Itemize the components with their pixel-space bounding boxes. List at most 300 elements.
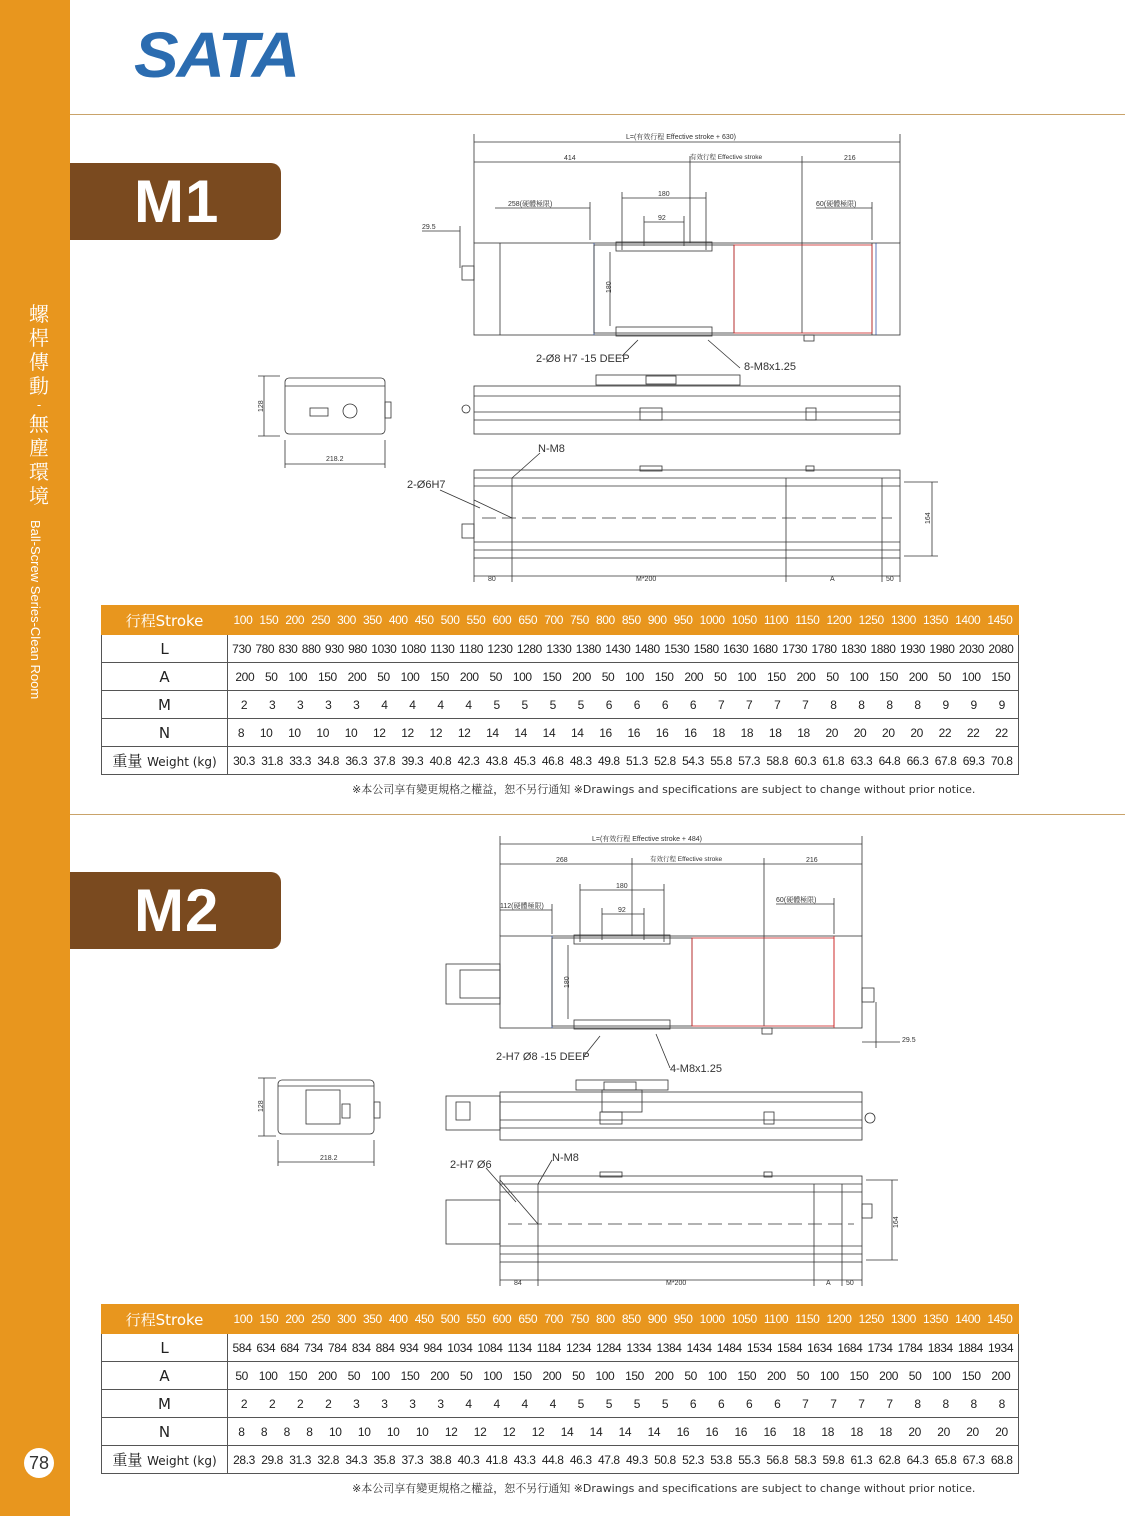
table-cell: 67.3 [962, 1452, 985, 1467]
table-cell: 550 [466, 1312, 486, 1326]
table-cell: 16 [705, 1424, 719, 1439]
table-cell: 1250 [858, 1312, 884, 1326]
table-row [102, 719, 1019, 747]
table-cell: 784 [327, 1340, 347, 1355]
table-cell: 1080 [400, 641, 426, 656]
m1-ba: A [830, 576, 835, 583]
table-cell: 2030 [958, 641, 984, 656]
table-cell: 50 [938, 669, 951, 684]
table-cell: 150 [766, 669, 786, 684]
table-cell: 6 [605, 697, 612, 712]
table-cell: 67.8 [934, 753, 957, 768]
m2-bm: M*200 [666, 1280, 687, 1287]
table-cell: 900 [647, 613, 667, 627]
table-cell: 12 [401, 725, 414, 740]
table-cell: 3 [353, 1396, 360, 1411]
m1-side-h: 128 [258, 400, 265, 412]
table-cell: 100 [258, 1368, 278, 1383]
m1-stroke-label: 行程Stroke [102, 606, 228, 635]
m2-weight-label: 重量 Weight (kg) [102, 1446, 228, 1474]
table-cell: 1400 [955, 1312, 981, 1326]
table-row [102, 747, 1019, 775]
table-cell: 4 [493, 1396, 500, 1411]
table-cell: 61.8 [822, 753, 845, 768]
table-cell: 3 [325, 697, 332, 712]
table-cell: 3 [268, 697, 276, 712]
table-cell: 66.3 [906, 753, 929, 768]
model-tab-m2: M2 [70, 872, 281, 949]
m2-tap: 4-M8x1.25 [670, 1063, 722, 1075]
table-cell: 41.8 [485, 1452, 508, 1467]
table-cell: 150 [961, 1368, 981, 1383]
table-cell: 14 [542, 725, 556, 740]
table-cell: 3 [297, 697, 304, 712]
table-cell: 4 [381, 697, 388, 712]
table-cell: 150 [625, 1368, 644, 1383]
m1-dim-right: 216 [844, 155, 856, 162]
table-cell: 8 [858, 697, 865, 712]
m2-stroke-values [228, 1305, 1018, 1333]
table-cell: 9 [970, 697, 977, 712]
table-cell: 100 [819, 1368, 839, 1383]
m1-pin-hole: 2-Ø8 H7 -15 DEEP [536, 353, 630, 365]
table-cell: 5 [577, 697, 584, 712]
table-cell: 1380 [575, 641, 601, 656]
table-cell: 54.3 [682, 753, 704, 768]
table-cell: 1634 [807, 1340, 833, 1355]
table-cell: 200 [318, 1368, 337, 1383]
table-cell: 650 [518, 613, 538, 627]
table-cell: 100 [400, 669, 420, 684]
table-cell: 7 [774, 697, 781, 712]
table-cell: 584 [232, 1340, 252, 1355]
table-cell: 1330 [546, 641, 572, 656]
table-cell: 52.3 [682, 1452, 704, 1467]
m1-M-values [228, 691, 1018, 718]
table-cell: 300 [337, 613, 356, 627]
m1-b80: 80 [488, 576, 496, 583]
table-cell: 55.3 [738, 1452, 761, 1467]
table-cell: 750 [570, 1312, 589, 1326]
table-cell: 6 [633, 697, 641, 712]
table-cell: 1100 [763, 613, 789, 627]
model-tab-m1: M1 [70, 163, 281, 240]
table-cell: 49.3 [626, 1452, 648, 1467]
table-cell: 800 [596, 1312, 615, 1326]
table-cell: 684 [280, 1340, 300, 1355]
table-cell: 52.8 [654, 753, 676, 768]
table-cell: 730 [232, 641, 251, 656]
table-cell: 734 [304, 1340, 323, 1355]
table-cell: 42.3 [457, 753, 480, 768]
table-cell: 250 [311, 1312, 331, 1326]
table-cell: 7 [746, 697, 753, 712]
table-cell: 1230 [487, 641, 513, 656]
table-cell: 18 [792, 1424, 806, 1439]
table-cell: 750 [570, 613, 589, 627]
table-cell: 62.8 [878, 1452, 901, 1467]
sata-logo [134, 25, 304, 81]
table-cell: 22 [995, 725, 1008, 740]
sidebar-title-cn: 螺 桿 傳 動 - 無 塵 環 境 [29, 302, 49, 508]
m1-N-label: N [102, 719, 228, 747]
m1-stroke-values [228, 606, 1018, 634]
table-cell: 830 [278, 641, 298, 656]
table-cell: 1284 [596, 1340, 622, 1355]
table-cell: 200 [684, 669, 704, 684]
table-cell: 70.8 [990, 753, 1013, 768]
table-cell: 51.3 [626, 753, 648, 768]
divider [70, 114, 1125, 115]
table-cell: 8 [914, 1396, 921, 1411]
table-cell: 1000 [699, 613, 725, 627]
sidebar-title-en: Ball-Screw Series-Clean Room [28, 520, 43, 700]
table-cell: 35.8 [373, 1452, 396, 1467]
table-cell: 1050 [731, 613, 757, 627]
table-cell: 20 [966, 1424, 979, 1439]
table-cell: 150 [849, 1368, 869, 1383]
table-cell: 10 [259, 725, 273, 740]
table-cell: 200 [572, 669, 591, 684]
table-cell: 9 [998, 697, 1005, 712]
table-cell: 200 [766, 1368, 786, 1383]
table-cell: 1350 [922, 613, 949, 627]
table-cell: 400 [388, 613, 408, 627]
table-cell: 58.8 [766, 753, 789, 768]
table-cell: 650 [518, 1312, 538, 1326]
m1-A-label: A [102, 663, 228, 691]
table-cell: 14 [618, 1424, 632, 1439]
table-cell: 18 [712, 725, 725, 740]
table-cell: 100 [233, 1312, 253, 1326]
table-cell: 10 [316, 725, 329, 740]
table-cell: 100 [370, 1368, 390, 1383]
table-cell: 5 [633, 1396, 641, 1411]
table-cell: 8 [306, 1424, 313, 1439]
table-cell: 700 [544, 613, 564, 627]
m1-nm: N-M8 [538, 443, 565, 455]
table-cell: 1184 [536, 1340, 561, 1355]
m2-b84: 84 [514, 1280, 522, 1287]
table-cell: 1050 [731, 1312, 757, 1326]
table-cell: 10 [415, 1424, 429, 1439]
m2-L-label: L [102, 1334, 228, 1362]
table-cell: 150 [512, 1368, 532, 1383]
table-cell: 200 [430, 1368, 450, 1383]
table-cell: 16 [734, 1424, 748, 1439]
table-cell: 1734 [867, 1340, 893, 1355]
m2-nm: N-M8 [552, 1152, 579, 1164]
table-cell: 47.8 [597, 1452, 620, 1467]
table-cell: 1200 [826, 1312, 852, 1326]
table-cell: 34.8 [317, 753, 340, 768]
table-cell: 1400 [955, 613, 981, 627]
table-cell: 12 [502, 1424, 516, 1439]
table-cell: 3 [409, 1396, 416, 1411]
table-cell: 31.3 [289, 1452, 312, 1467]
table-cell: 200 [459, 669, 479, 684]
m1-b50: 50 [886, 576, 894, 583]
table-cell: 100 [961, 669, 981, 684]
m1-dim-92: 92 [658, 215, 666, 222]
table-cell: 800 [596, 613, 615, 627]
table-cell: 2 [240, 697, 248, 712]
m1-M-label: M [102, 691, 228, 719]
table-cell: 60.3 [794, 753, 817, 768]
table-cell: 50 [235, 1368, 248, 1383]
table-cell: 1684 [837, 1340, 863, 1355]
table-cell: 1200 [826, 613, 852, 627]
table-cell: 4 [437, 697, 444, 712]
table-cell: 1300 [890, 1312, 916, 1326]
table-cell: 8 [283, 1424, 290, 1439]
table-cell: 5 [661, 1396, 669, 1411]
table-cell: 7 [858, 1396, 865, 1411]
table-cell: 4 [465, 697, 472, 712]
table-row [102, 606, 1019, 635]
table-cell: 40.3 [457, 1452, 480, 1467]
m2-M-values [228, 1390, 1018, 1417]
m2-dim-right-limit: 60(硬體極限) [776, 897, 817, 904]
m2-M-label: M [102, 1390, 228, 1418]
m1-dim-stroke: 有效行程 Effective stroke [690, 154, 763, 161]
table-cell: 18 [768, 725, 782, 740]
table-cell: 68.8 [990, 1452, 1013, 1467]
table-row [102, 1305, 1019, 1334]
table-cell: 1680 [752, 641, 778, 656]
table-cell: 700 [544, 1312, 564, 1326]
m2-base-h: 164 [893, 1216, 900, 1228]
sidebar [0, 0, 70, 1516]
table-cell: 1000 [699, 1312, 725, 1326]
table-cell: 10 [357, 1424, 371, 1439]
table-cell: 16 [599, 725, 612, 740]
table-cell: 150 [879, 669, 898, 684]
table-cell: 1150 [795, 613, 820, 627]
table-cell: 1434 [686, 1340, 712, 1355]
m2-A-label: A [102, 1362, 228, 1390]
table-cell: 36.3 [345, 753, 368, 768]
table-cell: 1580 [693, 641, 719, 656]
table-cell: 930 [324, 641, 344, 656]
table-cell: 18 [850, 1424, 863, 1439]
table-cell: 1450 [987, 1312, 1013, 1326]
table-cell: 46.8 [541, 753, 564, 768]
table-cell: 50 [459, 1368, 473, 1383]
m2-dim-offset: 29.5 [902, 1037, 916, 1044]
table-row [102, 1446, 1019, 1474]
table-cell: 1730 [782, 641, 808, 656]
table-row [102, 1334, 1019, 1362]
m1-dim-right-limit: 60(硬體極限) [816, 201, 857, 208]
m1-spec-table [101, 605, 1019, 775]
table-cell: 350 [362, 1312, 382, 1326]
table-cell: 1834 [927, 1340, 953, 1355]
table-cell: 50 [572, 1368, 585, 1383]
m2-dim-v180: 180 [564, 976, 571, 988]
table-cell: 14 [514, 725, 527, 740]
table-cell: 634 [256, 1340, 276, 1355]
table-cell: 50 [347, 1368, 361, 1383]
table-cell: 8 [830, 697, 837, 712]
table-cell: 12 [473, 1424, 487, 1439]
table-cell: 39.3 [401, 753, 424, 768]
table-cell: 12 [429, 725, 443, 740]
m1-weight-label: 重量 Weight (kg) [102, 747, 228, 775]
table-cell: 45.3 [513, 753, 536, 768]
table-cell: 14 [570, 725, 584, 740]
table-cell: 150 [288, 1368, 308, 1383]
table-cell: 834 [351, 1340, 371, 1355]
table-cell: 7 [802, 1396, 809, 1411]
m1-note: ※本公司享有變更規格之權益，恕不另行通知 ※Drawings and specifications are subject to change without prior notice. [352, 783, 976, 796]
table-cell: 150 [737, 1368, 757, 1383]
m1-dim-v180: 180 [606, 281, 613, 293]
table-cell: 200 [991, 1368, 1011, 1383]
table-cell: 20 [882, 725, 895, 740]
m2-dim-right: 216 [806, 857, 818, 864]
table-cell: 200 [654, 1368, 674, 1383]
table-cell: 8 [942, 1396, 949, 1411]
table-cell: 2080 [988, 641, 1014, 656]
table-cell: 22 [938, 725, 952, 740]
table-cell: 20 [908, 1424, 921, 1439]
table-cell: 9 [942, 697, 949, 712]
m1-dim-left-limit: 258(硬體極限) [508, 201, 553, 208]
table-cell: 100 [737, 669, 757, 684]
table-cell: 400 [388, 1312, 408, 1326]
table-cell: 350 [362, 613, 382, 627]
table-cell: 18 [740, 725, 754, 740]
table-cell: 1280 [516, 641, 542, 656]
table-cell: 850 [621, 613, 641, 627]
table-cell: 8 [238, 1424, 245, 1439]
table-cell: 1784 [897, 1340, 923, 1355]
table-cell: 100 [233, 613, 253, 627]
logo-text: SATA [134, 25, 298, 81]
table-cell: 200 [542, 1368, 562, 1383]
table-cell: 30.3 [233, 753, 255, 768]
table-cell: 50 [796, 1368, 810, 1383]
table-cell: 1980 [929, 641, 955, 656]
table-cell: 934 [399, 1340, 419, 1355]
table-cell: 10 [344, 725, 358, 740]
m2-dim-stroke: 有效行程 Effective stroke [650, 856, 723, 863]
table-cell: 6 [717, 1396, 725, 1411]
table-cell: 3 [437, 1396, 444, 1411]
table-cell: 14 [589, 1424, 603, 1439]
table-cell: 300 [337, 1312, 356, 1326]
table-cell: 4 [465, 1396, 472, 1411]
table-cell: 200 [879, 1368, 898, 1383]
table-cell: 48.3 [569, 753, 592, 768]
table-cell: 50 [826, 669, 839, 684]
table-cell: 1300 [890, 613, 916, 627]
table-cell: 16 [627, 725, 641, 740]
table-cell: 50 [713, 669, 727, 684]
m2-base-hole: 2-H7 Ø6 [450, 1159, 492, 1171]
table-cell: 50 [489, 669, 503, 684]
table-cell: 1030 [371, 641, 397, 656]
table-cell: 55.8 [710, 753, 732, 768]
table-cell: 1930 [899, 641, 926, 656]
table-cell: 4 [521, 1396, 528, 1411]
table-cell: 10 [328, 1424, 342, 1439]
m2-note: ※本公司享有變更規格之權益，恕不另行通知 ※Drawings and specifications are subject to change without prior notice. [352, 1482, 976, 1495]
m2-A-values [228, 1362, 1018, 1389]
table-cell: 58.3 [794, 1452, 817, 1467]
table-cell: 46.3 [569, 1452, 592, 1467]
table-cell: 550 [466, 613, 486, 627]
table-cell: 8 [237, 725, 245, 740]
m2-side-w: 218.2 [320, 1155, 338, 1162]
table-cell: 150 [259, 613, 279, 627]
table-cell: 8 [260, 1424, 268, 1439]
table-cell: 50.8 [654, 1452, 676, 1467]
table-cell: 61.3 [850, 1452, 873, 1467]
table-cell: 12 [444, 1424, 458, 1439]
table-cell: 100 [849, 669, 869, 684]
table-cell: 1234 [566, 1340, 592, 1355]
table-cell: 950 [673, 1312, 693, 1326]
table-cell: 12 [372, 725, 386, 740]
table-cell: 18 [879, 1424, 892, 1439]
table-cell: 1034 [447, 1340, 473, 1355]
table-cell: 1830 [841, 641, 867, 656]
table-cell: 600 [492, 613, 512, 627]
table-cell: 1334 [626, 1340, 652, 1355]
m1-L-values [228, 635, 1018, 662]
table-cell: 43.8 [485, 753, 508, 768]
table-cell: 8 [914, 697, 921, 712]
m2-N-values [228, 1418, 1018, 1445]
table-cell: 14 [647, 1424, 661, 1439]
table-cell: 1130 [430, 641, 455, 656]
table-cell: 16 [763, 1424, 777, 1439]
table-cell: 880 [301, 641, 321, 656]
table-cell: 6 [661, 697, 669, 712]
table-cell: 32.8 [317, 1452, 340, 1467]
table-cell: 7 [717, 697, 725, 712]
divider [70, 814, 1125, 815]
table-cell: 980 [348, 641, 367, 656]
table-cell: 100 [595, 1368, 615, 1383]
m2-weight-values [228, 1446, 1018, 1473]
table-cell: 6 [689, 1396, 697, 1411]
table-cell: 2 [325, 1396, 332, 1411]
table-cell: 14 [486, 725, 499, 740]
table-cell: 40.8 [429, 753, 452, 768]
table-cell: 1630 [723, 641, 749, 656]
m1-weight-values [228, 747, 1018, 774]
table-cell: 50 [684, 1368, 697, 1383]
table-cell: 37.3 [401, 1452, 424, 1467]
table-cell: 1134 [507, 1340, 532, 1355]
table-cell: 56.8 [766, 1452, 789, 1467]
table-cell: 150 [542, 669, 562, 684]
table-cell: 1584 [777, 1340, 803, 1355]
table-cell: 4 [549, 1396, 556, 1411]
table-cell: 5 [577, 1396, 584, 1411]
page-number: 78 [24, 1448, 54, 1478]
table-cell: 63.3 [850, 753, 873, 768]
table-row [102, 1362, 1019, 1390]
table-cell: 20 [853, 725, 867, 740]
m1-base-hole: 2-Ø6H7 [407, 479, 446, 491]
table-cell: 5 [493, 697, 500, 712]
m1-A-values [228, 663, 1018, 690]
table-cell: 2 [240, 1396, 248, 1411]
